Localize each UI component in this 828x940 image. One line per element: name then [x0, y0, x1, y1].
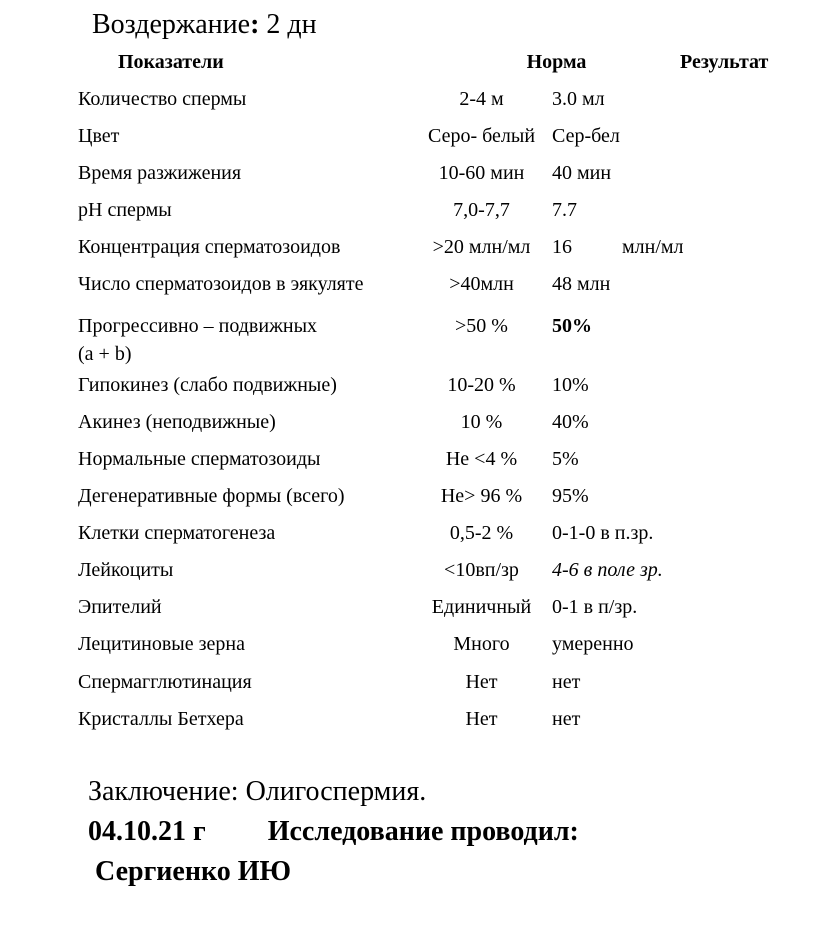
indicator-cell: Число сперматозоидов в эякуляте	[78, 273, 364, 295]
norm-cell: >50 %	[455, 315, 508, 337]
header-norm: Норма	[526, 51, 587, 73]
table-row	[78, 196, 828, 224]
header-result: Результат	[680, 51, 769, 73]
report-footer	[88, 772, 828, 892]
table-row	[78, 312, 828, 368]
abstinence-title	[92, 6, 828, 44]
indicator-cell: Концентрация сперматозоидов	[78, 236, 341, 258]
examiner-name: Сергиенко ИЮ	[95, 856, 292, 887]
result-cell: 4-6 в поле зр.	[552, 559, 663, 581]
norm-cell: Нет	[465, 671, 498, 693]
norm-cell: 7,0-7,7	[453, 199, 510, 221]
table-row	[78, 668, 828, 696]
result-cell: 10%	[552, 374, 589, 396]
report-date: 04.10.21 г	[88, 816, 206, 847]
result-cell: 0-1 в п/зр.	[552, 596, 638, 618]
result-cell: Сер-бел	[552, 125, 620, 147]
indicator-cell: pH спермы	[78, 199, 172, 221]
norm-cell: Не> 96 %	[440, 485, 523, 507]
abstinence-title-value: 2 дн	[259, 9, 317, 40]
conclusion-line: Заключение: Олигоспермия.	[88, 776, 427, 807]
result-cell: 7.7	[552, 199, 577, 221]
indicator-cell: Дегенеративные формы (всего)	[78, 485, 345, 507]
norm-cell: Единичный	[431, 596, 532, 618]
result-cell: 50%	[552, 315, 592, 337]
norm-cell: 10 %	[460, 411, 503, 433]
table-row	[78, 519, 828, 547]
table-row	[78, 556, 828, 584]
indicator-cell: Эпителий	[78, 596, 162, 618]
examiner-label: Исследование проводил:	[267, 816, 579, 847]
norm-cell: 10-20 %	[447, 374, 516, 396]
examiner-line	[88, 812, 828, 852]
result-cell: нет	[552, 708, 581, 730]
result-cell: 40%	[552, 411, 589, 433]
indicator-cell: Цвет	[78, 125, 120, 147]
result-cell: нет	[552, 671, 581, 693]
norm-cell: >40млн	[449, 273, 514, 295]
indicator-cell: Спермагглютинация	[78, 671, 252, 693]
norm-cell: Не <4 %	[445, 448, 518, 470]
result-cell: 0-1-0 в п.зр.	[552, 522, 654, 544]
table-row	[78, 408, 828, 436]
table-row	[78, 445, 828, 473]
norm-cell: 0,5-2 %	[449, 522, 514, 544]
results-table	[78, 48, 828, 733]
indicator-cell: Лецитиновые зерна	[78, 633, 245, 655]
header-indicators: Показатели	[118, 51, 224, 73]
table-row	[78, 233, 828, 261]
table-row	[78, 270, 828, 298]
table-row	[78, 122, 828, 150]
table-header-row	[78, 48, 828, 76]
indicator-cell: Гипокинез (слабо подвижные)	[78, 374, 337, 396]
result-cell: 40 мин	[552, 162, 612, 184]
indicator-line-1: Прогрессивно – подвижных	[78, 315, 318, 337]
result-cell: умеренно	[552, 633, 634, 655]
norm-cell: Нет	[465, 708, 498, 730]
indicator-cell: Время разжижения	[78, 162, 242, 184]
table-row	[78, 705, 828, 733]
norm-cell: Много	[453, 633, 510, 655]
norm-cell: 10-60 мин	[438, 162, 525, 184]
result-cell: 3.0 мл	[552, 88, 605, 110]
indicator-cell: Нормальные сперматозоиды	[78, 448, 321, 470]
table-row	[78, 85, 828, 113]
table-row	[78, 630, 828, 658]
table-row	[78, 593, 828, 621]
norm-cell: >20 млн/мл	[432, 236, 531, 258]
result-cell: 16 млн/мл	[552, 236, 684, 258]
indicator-cell	[78, 312, 418, 368]
abstinence-title-label: Воздержание	[92, 9, 251, 40]
norm-cell: <10вп/зр	[444, 559, 519, 581]
norm-cell: Серо- белый	[427, 125, 536, 147]
table-row	[78, 159, 828, 187]
result-cell: 5%	[552, 448, 579, 470]
indicator-cell: Акинез (неподвижные)	[78, 411, 276, 433]
table-row	[78, 482, 828, 510]
norm-cell: 2-4 м	[459, 88, 504, 110]
table-row	[78, 371, 828, 399]
result-cell: 48 млн	[552, 273, 611, 295]
abstinence-title-colon: :	[250, 9, 260, 40]
indicator-cell: Лейкоциты	[78, 559, 174, 581]
result-cell: 95%	[552, 485, 589, 507]
indicator-cell: Клетки сперматогенеза	[78, 522, 276, 544]
indicator-cell: Количество спермы	[78, 88, 247, 110]
indicator-line-2: (a + b)	[78, 343, 132, 365]
indicator-cell: Кристаллы Бетхера	[78, 708, 244, 730]
